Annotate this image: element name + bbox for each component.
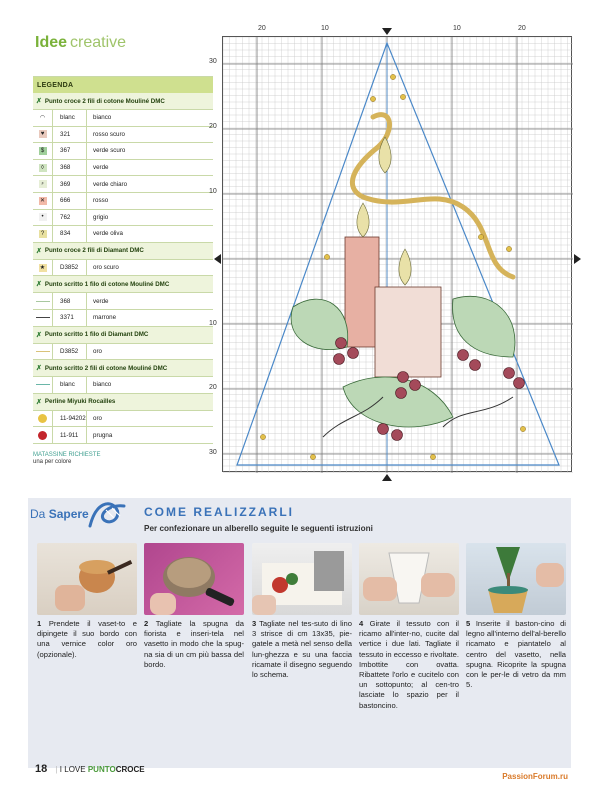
legend-color-name: marrone — [93, 314, 117, 322]
legend-section-heading — [33, 327, 213, 344]
step-1-body: Prendete il vaset-to e dipingete il suo bordo con una vernice color oro (opzionale). — [37, 619, 137, 659]
legend-color-name: rosso scuro — [93, 130, 125, 138]
tick-side-5: 20 — [209, 384, 217, 391]
berry — [514, 378, 525, 389]
candle-right — [375, 287, 441, 377]
legend-swatch — [33, 293, 53, 309]
legend-code: blanc — [53, 110, 87, 126]
tick-top-2: 10 — [321, 25, 329, 32]
legend-color-name: oro — [93, 347, 102, 355]
flame-right — [399, 249, 411, 285]
legend-row — [33, 127, 213, 144]
matassine-sub: una per colore — [33, 459, 72, 465]
legend-color-name: prugna — [93, 431, 113, 439]
legend-code: 368 — [53, 160, 87, 176]
legend-row — [33, 427, 213, 444]
tick-side-2: 20 — [209, 123, 217, 130]
legend-section-text: Punto scritto 1 filo di Diamant DMC — [44, 331, 149, 339]
stitch-symbol-icon: ⸗ — [39, 180, 47, 188]
legend-color-name: verde chiaro — [93, 180, 128, 188]
step-1-num: 1 — [37, 619, 42, 628]
legend-row — [33, 226, 213, 243]
cross-icon: ✗ — [36, 247, 42, 255]
da-label: Da — [30, 507, 46, 521]
legend-section-text: Punto croce 2 fili di Diamant DMC — [44, 247, 144, 255]
berry — [378, 424, 389, 435]
gold-bead — [400, 94, 405, 99]
berry — [336, 338, 347, 349]
legend-row — [33, 260, 213, 277]
stitch-line-icon — [36, 317, 50, 318]
tick-side-4: 10 — [209, 320, 217, 327]
legend-swatch — [33, 260, 53, 276]
brand-main: Idee — [35, 34, 68, 51]
legend-section-heading — [33, 360, 213, 377]
step-4-image — [359, 543, 459, 615]
cross-icon: ✗ — [36, 398, 42, 406]
stitch-symbol-icon: ★ — [39, 264, 46, 271]
step-4-num: 4 — [359, 619, 364, 628]
tick-top-1: 20 — [258, 25, 266, 32]
legend-code: 369 — [53, 176, 87, 192]
legend-row — [33, 160, 213, 177]
berry — [470, 360, 481, 371]
step-1-text — [37, 619, 137, 660]
stitch-line-icon — [36, 301, 50, 302]
legend-code: 11-94202 — [53, 411, 87, 427]
berry — [348, 348, 359, 359]
legend-section-heading — [33, 394, 213, 411]
legend-table — [33, 76, 213, 444]
center-arrow-bottom — [382, 474, 392, 481]
stitch-symbol-icon: ◠ — [39, 114, 46, 121]
legend-code: 3371 — [53, 310, 87, 326]
legend-color-name: grigio — [93, 213, 109, 221]
legend-code: D3852 — [53, 260, 87, 276]
legend-section-text: Punto scritto 2 fili di cotone Mouliné DMC — [44, 364, 168, 372]
center-arrow-right — [574, 254, 581, 264]
legend-swatch — [33, 110, 53, 126]
legend-row — [33, 293, 213, 310]
bead-icon — [38, 414, 47, 423]
step-2-image — [144, 543, 244, 615]
howto-subtitle: Per confezionare un alberello seguite le seguenti istruzioni — [144, 524, 373, 533]
cross-icon: ✗ — [36, 281, 42, 289]
legend-swatch — [33, 143, 53, 159]
gold-bead — [310, 454, 315, 459]
legend-color-name: bianco — [93, 381, 112, 389]
cross-icon: ✗ — [36, 98, 42, 105]
gold-bead — [260, 434, 265, 439]
step-5-photo — [466, 543, 566, 615]
magazine-section-title — [35, 34, 126, 52]
step-3-body: Tagliate nel tes-suto di lino 3 strisce di cm 13x35, pie-gatele a metà nel senso della lun-ghezza e su una faccia ricamate il disegno seguendo lo schema. — [252, 619, 352, 680]
legend-title: LEGENDA — [33, 77, 213, 93]
legend-color-name: bianco — [93, 114, 112, 122]
legend-code: 666 — [53, 193, 87, 209]
legend-code: 368 — [53, 293, 87, 309]
cross-icon: ✗ — [36, 365, 42, 373]
legend-row — [33, 176, 213, 193]
legend-swatch — [33, 193, 53, 209]
legend-row — [33, 143, 213, 160]
da-sapere-label — [30, 507, 89, 521]
gold-bead — [390, 74, 395, 79]
legend-color-name: verde oliva — [93, 230, 123, 238]
legend-code: 321 — [53, 127, 87, 143]
cross-icon: ✗ — [36, 331, 42, 339]
legend-swatch — [33, 127, 53, 143]
legend-code: blanc — [53, 377, 87, 393]
legend-code: D3852 — [53, 344, 87, 360]
gold-bead — [520, 426, 525, 431]
berry — [410, 380, 421, 391]
step-1-image — [37, 543, 137, 615]
legend-section-text: Punto scritto 1 filo di cotone Mouliné DMC — [44, 280, 170, 288]
chart-grid — [223, 37, 573, 473]
center-arrow-left — [214, 254, 221, 264]
step-2-photo — [144, 543, 244, 615]
stitch-symbol-icon: ? — [39, 230, 47, 238]
tick-side-6: 30 — [209, 449, 217, 456]
ribbon-icon — [86, 500, 128, 530]
berry — [458, 350, 469, 361]
sapere-label: Sapere — [48, 507, 89, 521]
brand-sub: creative — [70, 34, 127, 51]
legend-row — [33, 377, 213, 394]
legend-swatch — [33, 411, 53, 427]
legend-color-name: verde — [93, 297, 109, 305]
berry — [396, 388, 407, 399]
legend-section-heading — [33, 93, 213, 110]
tick-side-1: 30 — [209, 58, 217, 65]
legend-row — [33, 210, 213, 227]
gold-bead — [430, 454, 435, 459]
legend-swatch — [33, 310, 53, 326]
footer-brand-a: I LOVE — [59, 765, 86, 774]
tick-top-4: 20 — [518, 25, 526, 32]
stitch-symbol-icon: $ — [39, 147, 47, 155]
legend-section-text: Perline Miyuki Rocailles — [44, 398, 116, 406]
gold-bead — [478, 234, 483, 239]
page-footer: 18 | I LOVE PUNTOCROCE — [35, 763, 145, 775]
legend-color-name: verde — [93, 164, 109, 172]
gold-bead — [370, 96, 375, 101]
legend-color-name: rosso — [93, 197, 109, 205]
legend-swatch — [33, 377, 53, 393]
stitch-line-icon — [36, 351, 50, 352]
stitch-symbol-icon: • — [39, 213, 47, 221]
step-3-num: 3 — [252, 619, 257, 628]
legend-color-name: verde scuro — [93, 147, 126, 155]
bead-icon — [38, 431, 47, 440]
legend-row — [33, 310, 213, 327]
berry — [398, 372, 409, 383]
legend-swatch — [33, 344, 53, 360]
legend-color-name: oro scuro — [93, 264, 119, 272]
watermark: PassionForum.ru — [502, 772, 568, 781]
legend-row — [33, 411, 213, 428]
candle-left — [345, 237, 379, 347]
step-5-text — [466, 619, 566, 690]
step-4-photo — [359, 543, 459, 615]
legend-code: 834 — [53, 226, 87, 242]
step-4-text — [359, 619, 459, 711]
page-number: 18 — [35, 763, 48, 775]
legend-section-text: Punto croce 2 fili di cotone Mouliné DMC — [44, 97, 165, 105]
matassine-block — [33, 452, 100, 465]
step-2-text — [144, 619, 244, 670]
legend-swatch — [33, 210, 53, 226]
legend-swatch — [33, 160, 53, 176]
step-3-image — [252, 543, 352, 615]
legend-code: 11-911 — [53, 427, 87, 443]
stitch-line-icon — [36, 384, 50, 385]
step-2-body: Tagliate la spugna da fiorista e inseri-tela nel vasetto in modo che la spug-na sia di un cm più bassa del bordo. — [144, 619, 244, 669]
step-5-image — [466, 543, 566, 615]
legend-section-heading — [33, 276, 213, 293]
tick-side-3: 10 — [209, 188, 217, 195]
legend-section-heading — [33, 243, 213, 260]
berry — [392, 430, 403, 441]
legend-swatch — [33, 226, 53, 242]
legend-swatch — [33, 427, 53, 443]
tick-top-3: 10 — [453, 25, 461, 32]
legend-row — [33, 344, 213, 361]
footer-brand-b: PUNTO — [87, 765, 116, 774]
berry — [504, 368, 515, 379]
step-2-num: 2 — [144, 619, 149, 628]
berry — [334, 354, 345, 365]
footer-brand-c: CROCE — [115, 765, 145, 774]
holly-leaf-right — [453, 296, 515, 357]
legend-row — [33, 110, 213, 127]
step-3-text — [252, 619, 352, 680]
cross-stitch-chart — [222, 36, 572, 472]
legend-code: 367 — [53, 143, 87, 159]
stitch-symbol-icon: ◊ — [39, 164, 47, 172]
step-4-body: Girate il tessuto con il ricamo all'inter-no, cucite dal vertice i due lati. Tagliate il tessuto in eccesso e rivoltate. Imbottite con ovatta. Ribattete l'orlo e cucitelo con un sottopunto; al cen-tro lasciate lo spazio per il bastoncino. — [359, 619, 459, 710]
gold-bead — [324, 254, 329, 259]
legend-row — [33, 193, 213, 210]
matassine-label: MATASSINE RICHIESTE — [33, 452, 101, 458]
step-5-num: 5 — [466, 619, 471, 628]
legend-swatch — [33, 176, 53, 192]
step-1-photo — [37, 543, 137, 615]
stitch-symbol-icon: ♥ — [39, 130, 47, 138]
gold-bead — [506, 246, 511, 251]
step-5-body: Inserite il baston-cino di legno all'interno dell'al-berello ricamato e piantatelo al centro del vasetto, nella spugna. Ricoprite la spugna con le per-le di vetro da mm 5. — [466, 619, 566, 690]
legend-color-name: oro — [93, 415, 102, 423]
step-3-photo — [252, 543, 352, 615]
center-arrow-top — [382, 28, 392, 35]
legend-code: 762 — [53, 210, 87, 226]
howto-title: COME REALIZZARLI — [144, 505, 294, 519]
stitch-symbol-icon: ✕ — [39, 197, 46, 204]
